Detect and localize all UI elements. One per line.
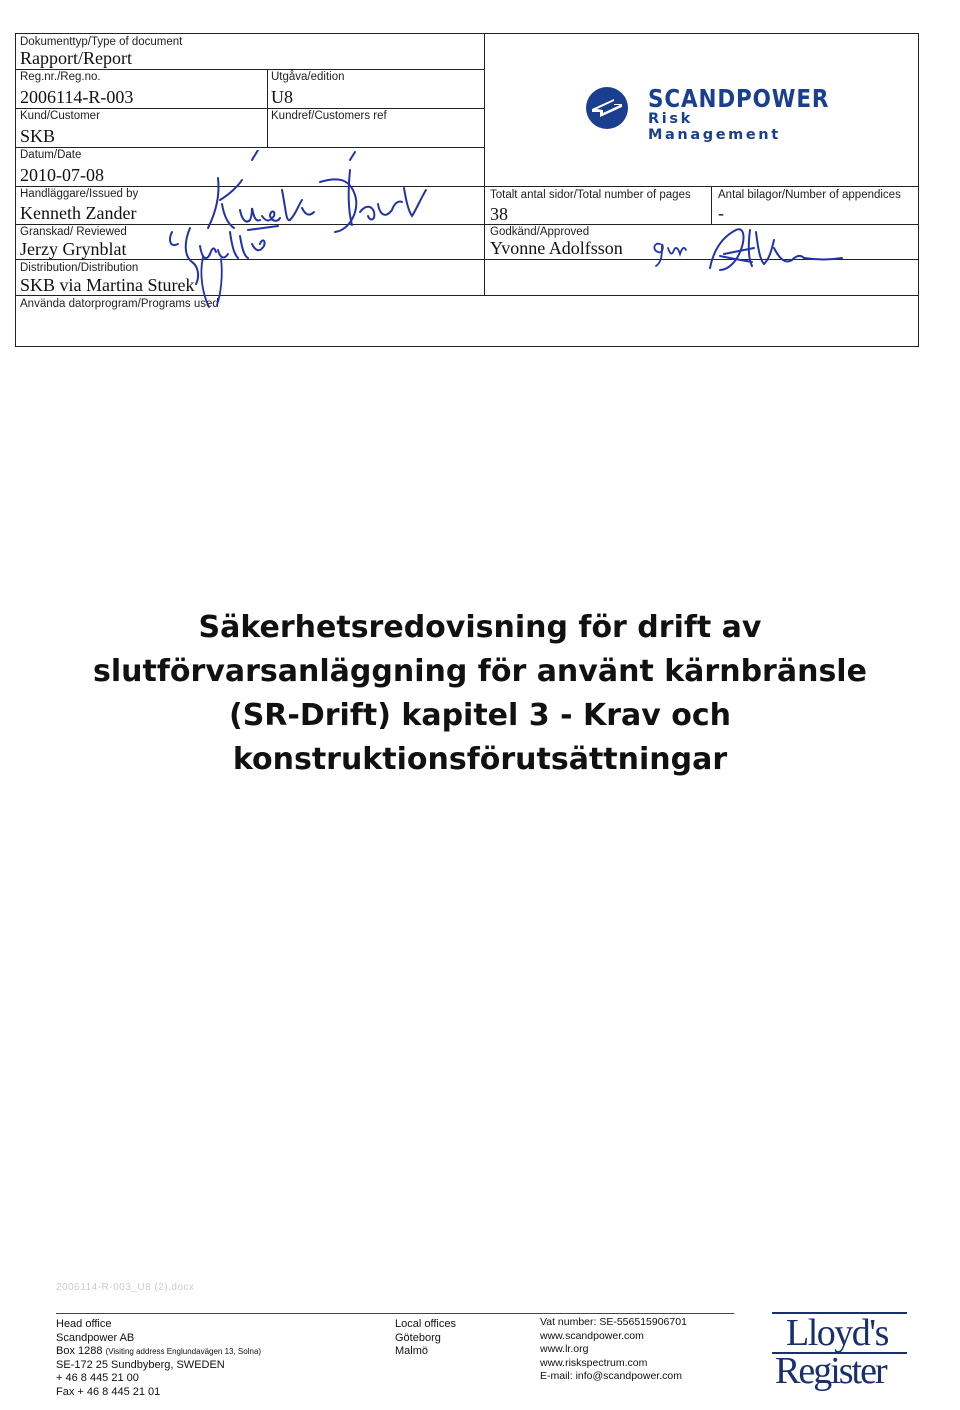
approved-label: Godkänd/Approved — [490, 226, 590, 238]
issued-by-value: Kenneth Zander — [20, 203, 137, 223]
date-label: Datum/Date — [20, 149, 82, 161]
footer-rule — [56, 1313, 734, 1314]
title-line-3: (SR-Drift) kapitel 3 - Krav och — [228, 698, 732, 733]
scandpower-tagline: Risk Management — [648, 111, 781, 143]
document-title — [0, 606, 960, 782]
appendices-value: - — [718, 203, 724, 223]
website-lr: www.lr.org — [540, 1343, 589, 1356]
file-name: 2006114-R-003_U8 (2).docx — [56, 1282, 195, 1293]
title-line-1: Säkerhetsredovisning för drift av — [198, 610, 762, 645]
signature-yvonne-adolfsson — [700, 218, 850, 278]
fax-number: Fax + 46 8 445 21 01 — [56, 1385, 161, 1398]
approved-value: Yvonne Adolfsson — [490, 238, 623, 258]
postal-address: SE-172 25 Sundbyberg, SWEDEN — [56, 1358, 225, 1371]
head-office-title: Head office — [56, 1318, 112, 1330]
lloyds-register-logo — [772, 1312, 910, 1392]
title-line-4: konstruktionsförutsättningar — [232, 742, 728, 777]
distribution-label: Distribution/Distribution — [20, 262, 139, 274]
scandpower-logo — [584, 83, 830, 143]
scandpower-emblem-icon — [584, 85, 630, 131]
doc-type-value: Rapport/Report — [20, 48, 132, 68]
total-pages-value: 38 — [490, 204, 508, 224]
reg-no-label: Reg.nr./Reg.no. — [20, 71, 101, 83]
doc-type-label: Dokumenttyp/Type of document — [20, 36, 183, 48]
customer-label: Kund/Customer — [20, 110, 100, 122]
local-office-1: Göteborg — [395, 1331, 441, 1344]
form-divider — [484, 33, 485, 295]
total-pages-label: Totalt antal sidor/Total number of pages — [490, 189, 691, 201]
signature-sturek-mark — [195, 255, 235, 315]
website-scandpower: www.scandpower.com — [540, 1329, 644, 1342]
vat-number: Vat number: SE-556515906701 — [540, 1316, 687, 1328]
lloyds-line-2: Register — [775, 1350, 886, 1392]
footer-contact — [540, 1316, 687, 1384]
reviewed-value: Jerzy Grynblat — [20, 239, 127, 259]
appendices-label: Antal bilagor/Number of appendices — [718, 189, 901, 201]
customer-value: SKB — [20, 126, 56, 146]
issued-by-label: Handläggare/Issued by — [20, 188, 139, 200]
reg-no-value: 2006114-R-003 — [20, 87, 134, 107]
lloyds-line-1: Lloyd's — [786, 1312, 888, 1354]
footer-local-offices — [395, 1318, 456, 1359]
reviewed-label: Granskad/ Reviewed — [20, 226, 127, 238]
distribution-value: SKB via Martina Sturek — [20, 275, 195, 295]
signature-approved-initials — [648, 232, 688, 272]
box-address: Box 1288 — [56, 1345, 103, 1358]
company-name: Scandpower AB — [56, 1331, 135, 1344]
footer-head-office — [56, 1318, 261, 1400]
website-riskspectrum: www.riskspectrum.com — [540, 1356, 648, 1369]
local-office-2: Malmö — [395, 1345, 429, 1358]
visiting-address: (Visiting address Englundavägen 13, Solna) — [105, 1347, 262, 1357]
date-value: 2010-07-08 — [20, 165, 104, 185]
local-offices-title: Local offices — [395, 1318, 456, 1330]
customer-ref-label: Kundref/Customers ref — [271, 110, 387, 122]
programs-label: Använda datorprogram/Programs used — [20, 298, 219, 310]
title-line-2: slutförvarsanläggning för använt kärnbränsle — [93, 654, 867, 689]
edition-label: Utgåva/edition — [271, 71, 345, 83]
email-address: E-mail: info@scandpower.com — [540, 1370, 682, 1383]
phone-number: + 46 8 445 21 00 — [56, 1372, 139, 1385]
scandpower-name: SCANDPOWER — [648, 84, 830, 113]
edition-value: U8 — [271, 87, 293, 107]
